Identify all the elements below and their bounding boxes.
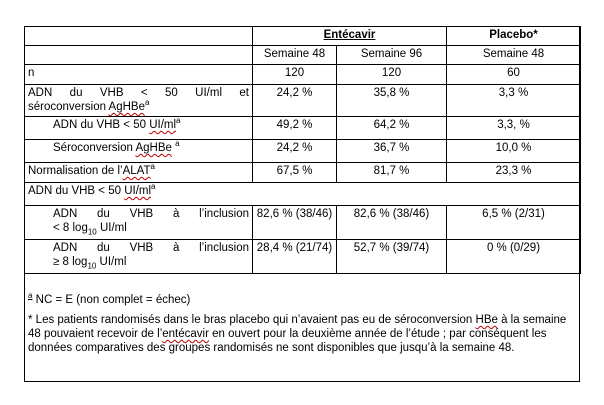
row-incl-low-post: UI/ml bbox=[96, 222, 127, 234]
row-n-v1: 120 bbox=[253, 65, 337, 85]
row-incl-high-pre: ≥ 8 log bbox=[53, 256, 88, 268]
row-alat-sup: a bbox=[150, 162, 155, 172]
row-sero-v1: 24,2 % bbox=[253, 140, 337, 163]
row-incl-low-pre: < 8 log bbox=[53, 222, 88, 234]
row-adn-sero-label bbox=[25, 85, 253, 117]
header-row bbox=[25, 27, 581, 46]
row-incl-low-sub: 10 bbox=[87, 227, 97, 237]
row-incl-low-v1: 82,6 % (38/46) bbox=[253, 206, 337, 240]
table-notes bbox=[24, 293, 580, 361]
row-adn-sero-term: AgHBe bbox=[108, 101, 145, 113]
row-adn-v1: 49,2 % bbox=[253, 117, 337, 140]
row-incl-high-v2: 52,7 % (39/74) bbox=[337, 240, 447, 274]
row-adn-sero-v1: 24,2 % bbox=[253, 85, 337, 117]
header-placebo: Placebo* bbox=[447, 27, 581, 46]
row-adn-section-unit: UI/ml bbox=[124, 185, 152, 197]
row-adn-v3: 3,3, % bbox=[447, 117, 581, 140]
footnote-placebo-hbe: HBe bbox=[475, 314, 498, 326]
row-adn-sero-text: séroconversion bbox=[28, 101, 109, 113]
table-row bbox=[25, 140, 581, 163]
row-adn-sero-line2 bbox=[28, 100, 249, 114]
footnote-placebo-a: * Les patients randomisés dans le bras placebo qui n’avaient pas eu de séroconversion bbox=[28, 314, 476, 326]
footnote-placebo bbox=[28, 313, 576, 355]
row-adn-unit: UI/ml bbox=[149, 119, 177, 131]
subheader-row bbox=[25, 46, 581, 65]
row-incl-low-line2 bbox=[53, 221, 249, 235]
table-row bbox=[25, 206, 581, 240]
row-incl-high-sub: 10 bbox=[87, 261, 97, 271]
row-adn-sero-line1: ADN du VHB < 50 UI/ml et bbox=[28, 87, 249, 99]
table-row bbox=[25, 65, 581, 85]
row-adn-sero-v2: 35,8 % bbox=[337, 85, 447, 117]
row-n-v2: 120 bbox=[337, 65, 447, 85]
subheader-empty-cell bbox=[25, 46, 253, 65]
row-alat-text: Normalisation de l’ bbox=[28, 165, 123, 177]
header-empty-cell bbox=[25, 27, 253, 46]
row-alat-v3: 23,3 % bbox=[447, 163, 581, 183]
footnote-nc bbox=[28, 293, 576, 307]
row-sero-v3: 10,0 % bbox=[447, 140, 581, 163]
row-alat-label bbox=[25, 163, 253, 183]
row-incl-high-line2 bbox=[53, 255, 249, 269]
header-entecavir: Entécavir bbox=[253, 27, 447, 46]
footnote-placebo-entecavir: entécavir bbox=[162, 328, 209, 340]
section-row bbox=[25, 183, 581, 206]
row-incl-high-label bbox=[25, 240, 253, 274]
row-adn-text: ADN du VHB < 50 bbox=[53, 119, 150, 131]
row-alat-v1: 67,5 % bbox=[253, 163, 337, 183]
header-week48-placebo: Semaine 48 bbox=[447, 46, 581, 65]
header-week96: Semaine 96 bbox=[337, 46, 447, 65]
row-incl-high-v1: 28,4 % (21/74) bbox=[253, 240, 337, 274]
row-incl-low-v2: 82,6 % (38/46) bbox=[337, 206, 447, 240]
row-adn-sero-v3: 3,3 % bbox=[447, 85, 581, 117]
table-row bbox=[25, 163, 581, 183]
row-n-v3: 60 bbox=[447, 65, 581, 85]
row-adn-v2: 64,2 % bbox=[337, 117, 447, 140]
header-week48: Semaine 48 bbox=[253, 46, 337, 65]
row-alat-v2: 81,7 % bbox=[337, 163, 447, 183]
row-sero-v2: 36,7 % bbox=[337, 140, 447, 163]
table-row bbox=[25, 117, 581, 140]
row-sero-sup: a bbox=[175, 139, 180, 149]
table-row bbox=[25, 240, 581, 274]
row-adn-section-text: ADN du VHB < 50 bbox=[28, 185, 125, 197]
row-incl-high-post: UI/ml bbox=[96, 256, 127, 268]
row-incl-low-v3: 6,5 % (2/31) bbox=[447, 206, 581, 240]
row-incl-low-line1: ADN du VHB à l’inclusion bbox=[53, 208, 249, 220]
row-adn-section-label bbox=[25, 183, 581, 206]
footnote-text: NC = E (non complet = échec) bbox=[32, 294, 191, 306]
row-incl-high-line1: ADN du VHB à l’inclusion bbox=[53, 242, 249, 254]
row-incl-high-v3: 0 % (0/29) bbox=[447, 240, 581, 274]
row-n-label: n bbox=[25, 65, 253, 85]
footnote-placebo-b: à la semaine 48 pouvaient recevoir de l’ bbox=[28, 314, 567, 340]
row-adn-section-sup: a bbox=[151, 182, 156, 192]
row-adn-label bbox=[25, 117, 253, 140]
row-sero-text: Séroconversion bbox=[53, 142, 136, 154]
row-adn-sup: a bbox=[176, 116, 181, 126]
row-sero-label bbox=[25, 140, 253, 163]
row-alat-term: ALAT bbox=[122, 165, 151, 177]
footnote-sup: a bbox=[28, 291, 33, 301]
results-table bbox=[24, 26, 581, 274]
table-row bbox=[25, 85, 581, 117]
row-sero-term: AgHBe bbox=[135, 142, 172, 154]
row-adn-sero-sup: a bbox=[144, 98, 150, 108]
footnote-placebo-c: en ouvert pour la deuxième année de l’étude ; par conséquent les données comparatives des groupes randomisés ne sont disponibles que jusqu’à la semaine 48. bbox=[28, 328, 547, 354]
row-incl-low-label bbox=[25, 206, 253, 240]
